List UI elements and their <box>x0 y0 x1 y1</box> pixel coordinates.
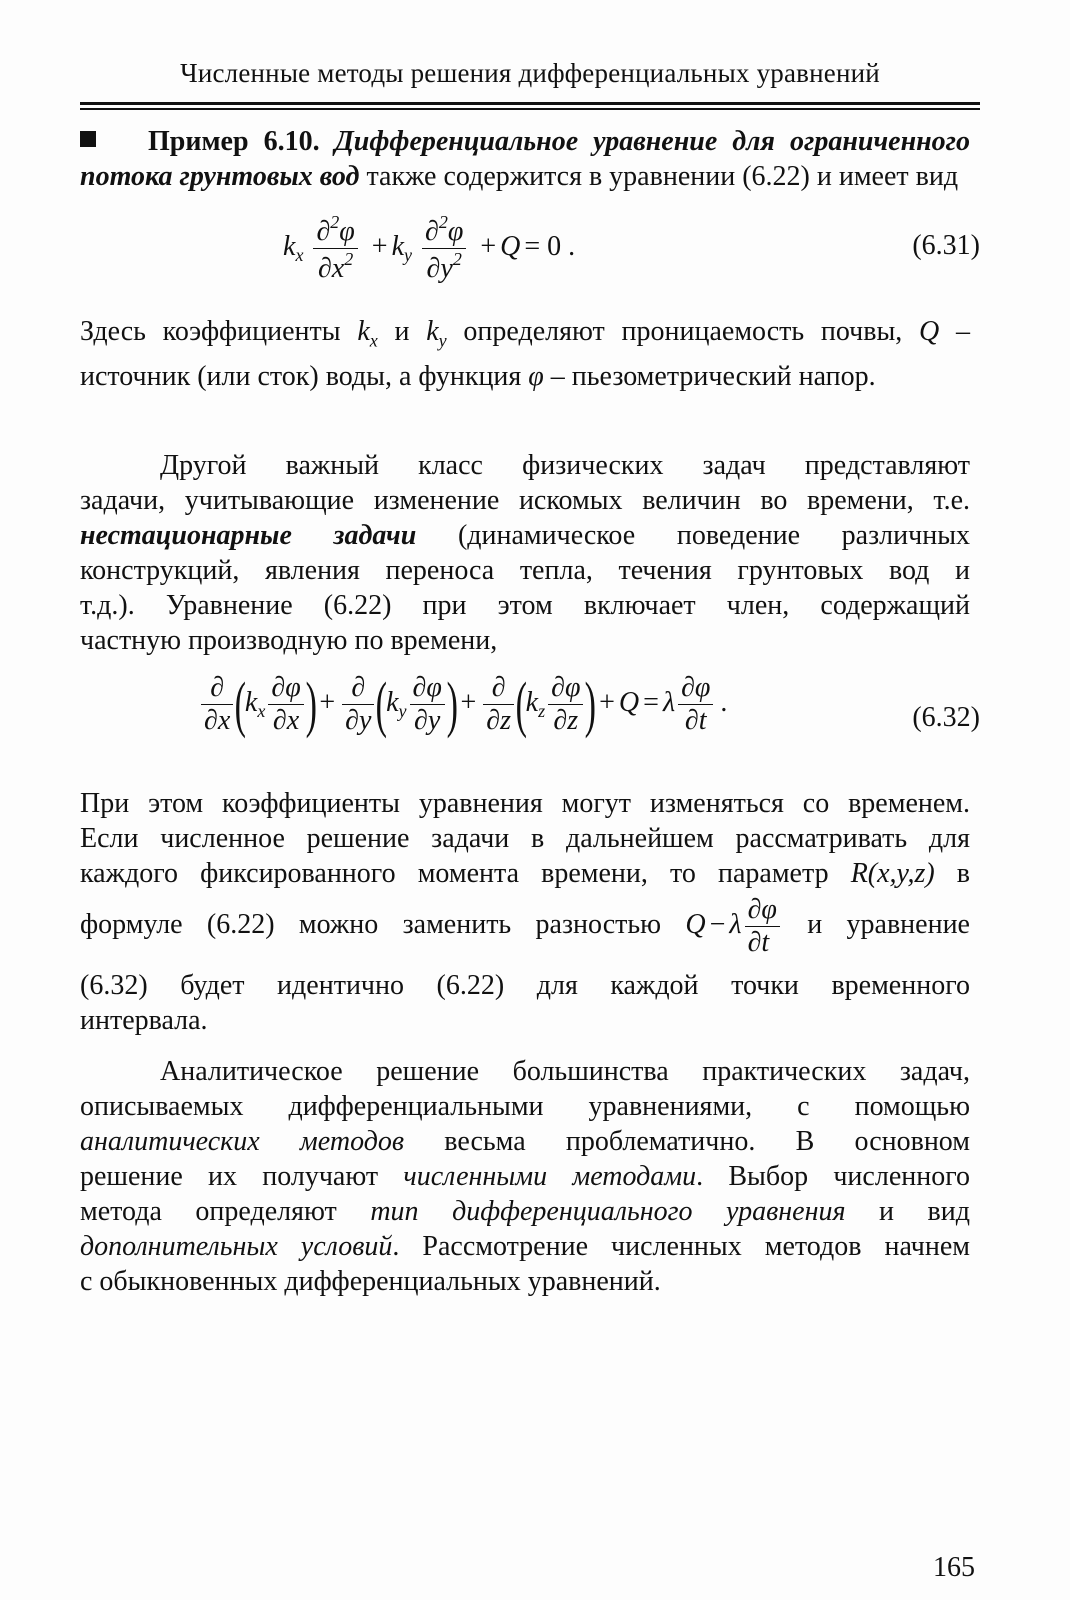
term: численными методами <box>403 1161 697 1192</box>
math-ky: $k_y$ <box>426 316 447 351</box>
text: конструкций, явления переноса тепла, течения грунтовых вод и <box>80 555 970 586</box>
text: описываемых дифференциальными уравнениями, с помощью <box>80 1091 970 1122</box>
equation-number: (6.32) <box>912 702 980 733</box>
text: интервала. <box>80 1005 208 1036</box>
equation-6-32: $\frac{\partial}{\partial x}$ ($k_x$ $\frac{\partial\varphi}{\partial x}$ )+ $\frac{\partial}{\partial y}$ ($k_y$ $\frac{\partial\varphi}{\partial y}$ )+ $\frac{\partial}{\partial z}$ ($k_z$ $\frac{\partial\varphi}{\partial z}$ )+ Q = λ $\frac{\partial\varphi}{\partial t}$ . <box>198 672 731 737</box>
math-phi: φ <box>528 360 544 392</box>
text: каждого фиксированного момента времени, то параметр <box>80 858 829 889</box>
term: аналитических методов <box>80 1126 405 1157</box>
term: нестационарные задачи <box>80 520 417 551</box>
math-Q: Q <box>919 316 940 347</box>
term: тип дифференциального уравнения <box>370 1196 846 1227</box>
text: метода определяют <box>80 1196 371 1227</box>
text: (динамическое поведение различных <box>416 520 970 551</box>
math-kx: $k_x$ <box>357 316 378 351</box>
math-R: R(x,y,z) <box>850 858 935 889</box>
inline-formula: Q − λ $\frac{\partial\varphi}{\partial t}$ <box>685 894 783 959</box>
text: формуле (6.22) можно заменить разностью <box>80 909 662 940</box>
text: и уравнение <box>807 909 970 940</box>
paragraph-coefficients-formula-line <box>80 890 970 960</box>
text: и вид <box>845 1196 970 1227</box>
text: и <box>394 316 410 347</box>
example-heading <box>80 124 970 194</box>
text: (6.32) будет идентично (6.22) для каждой точки временного <box>80 970 970 1001</box>
paragraph-nonstationary <box>80 448 970 658</box>
text: определяют проницаемость почвы, <box>463 316 903 347</box>
equation-number: (6.31) <box>912 230 980 261</box>
paragraph-coefficients <box>80 786 970 891</box>
text: Другой важный класс физических задач представляют <box>160 450 970 481</box>
example-text: также содержится в уравнении (6.22) и имеет вид <box>359 161 959 192</box>
term: дополнительных условий <box>80 1231 393 1262</box>
example-title-cont: потока грунтовых вод <box>80 161 360 192</box>
text: частную производную по времени, <box>80 625 498 656</box>
text: При этом коэффициенты уравнения могут изменяться со временем. <box>80 788 970 819</box>
running-header: Численные методы решения дифференциальных уравнений <box>180 58 880 88</box>
equation-6-31: $k_x$ $\frac{\partial^2\varphi}{\partial x^2}$ + $k_y$ $\frac{\partial^2\varphi}{\partial y^2}$ + Q = 0 . <box>283 212 576 285</box>
text: т.д.). Уравнение (6.22) при этом включает член, содержащий <box>80 590 970 621</box>
text: . Выбор численного <box>696 1161 970 1192</box>
page-number: 165 <box>933 1552 975 1583</box>
header-rule-thin <box>80 108 980 110</box>
text: с обыкновенных дифференциальных уравнений. <box>80 1266 661 1297</box>
text: . Рассмотрение численных методов начнем <box>392 1231 970 1262</box>
paragraph-coefficients-end <box>80 968 970 1038</box>
header-rule-thick <box>80 102 980 105</box>
text: – пьезометрический напор. <box>550 360 876 392</box>
text: Если численное решение задачи в дальнейшем рассматривать для <box>80 823 970 854</box>
text: в <box>956 858 971 889</box>
text: источник (или сток) воды, а функция <box>80 360 522 392</box>
square-bullet-icon <box>80 131 96 147</box>
text: задачи, учитывающие изменение искомых величин во времени, т.е. <box>80 485 970 516</box>
text: – <box>956 316 971 347</box>
paragraph-analytic <box>80 1054 970 1299</box>
text: весьма проблематично. В основном <box>404 1126 970 1157</box>
text: решение их получают <box>80 1161 404 1192</box>
example-explanation <box>80 314 970 394</box>
text: Аналитическое решение большинства практических задач, <box>160 1056 970 1087</box>
example-title: Дифференциальное уравнение для ограниченного <box>334 126 971 157</box>
example-label: Пример 6.10. <box>148 126 320 157</box>
text: Здесь коэффициенты <box>80 316 341 347</box>
